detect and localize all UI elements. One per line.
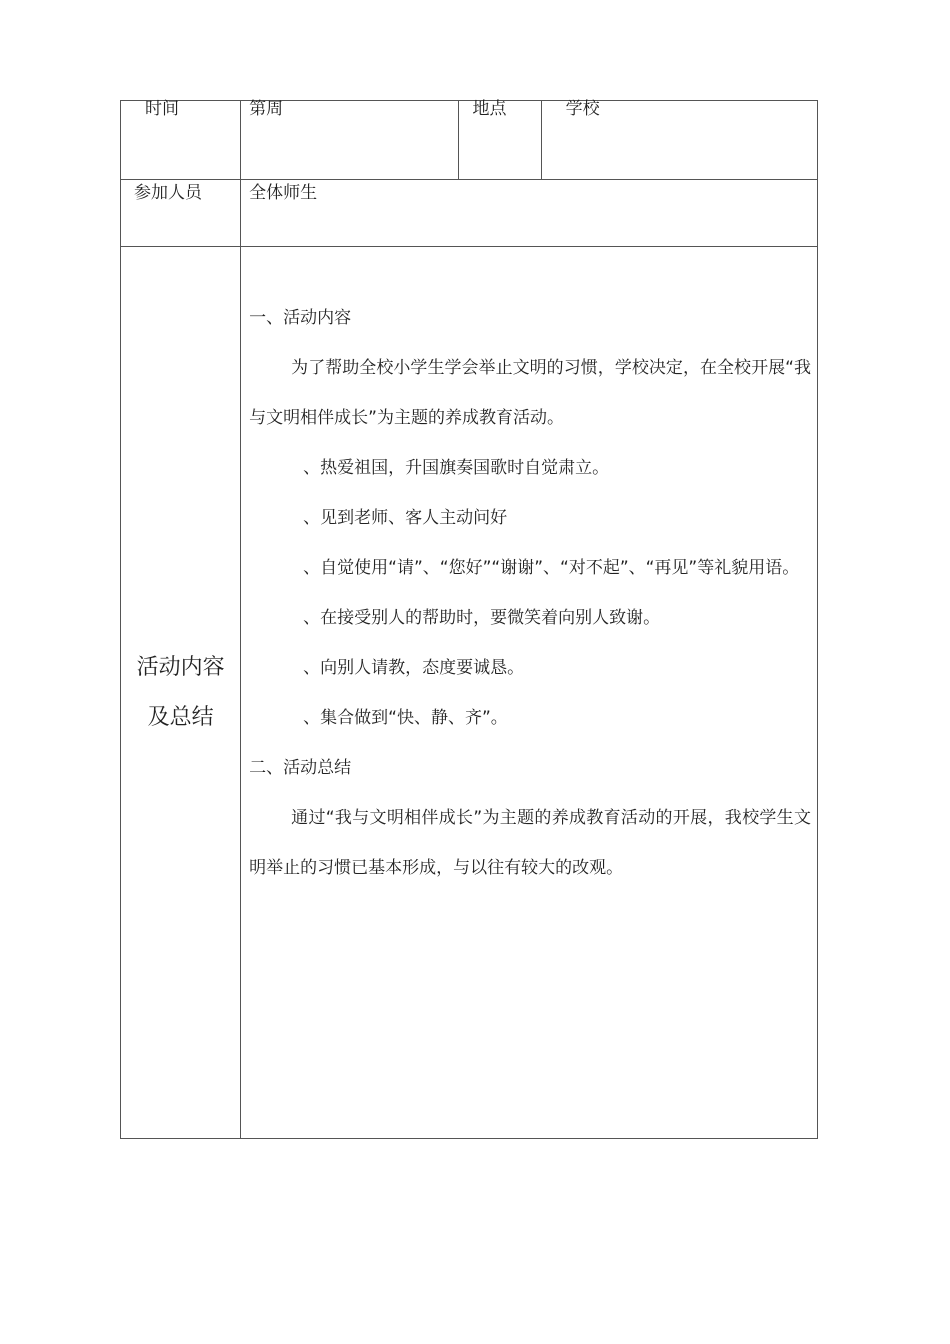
list-item: 、见到老师、客人主动问好 xyxy=(303,508,508,528)
list-item: 、向别人请教，态度要诚恳。 xyxy=(303,658,525,678)
content-summary-label-line2: 及总结 xyxy=(147,704,214,730)
activity-record-table xyxy=(120,100,818,1139)
content-summary-label-line1: 活动内容 xyxy=(136,654,225,680)
time-value: 第周 xyxy=(241,101,459,180)
summary-paragraph: 通过“我与文明相伴成长”为主题的养成教育活动的开展，我校学生文明举止的习惯已基本形成，与以往有较大的改观。 xyxy=(249,808,811,878)
list-item: 、集合做到“快、静、齐”。 xyxy=(303,708,508,728)
content-row xyxy=(121,247,818,1139)
place-label: 地点 xyxy=(459,101,541,180)
heading-activity-content: 一、活动内容 xyxy=(249,308,352,328)
list-item: 、在接受别人的帮助时，要微笑着向别人致谢。 xyxy=(303,608,661,628)
place-value: 学校 xyxy=(541,101,817,180)
participants-value: 全体师生 xyxy=(241,180,818,247)
content-body xyxy=(241,247,818,1139)
list-item: 、自觉使用“请”、“您好”“谢谢”、“对不起”、“再见”等礼貌用语。 xyxy=(303,558,800,578)
intro-paragraph: 为了帮助全校小学生学会举止文明的习惯，学校决定，在全校开展“我与文明相伴成长”为主题的养成教育活动。 xyxy=(249,358,811,428)
participants-label: 参加人员 xyxy=(121,180,241,247)
participants-row xyxy=(121,180,818,247)
content-summary-label xyxy=(121,247,241,1139)
time-label: 时间 xyxy=(121,101,241,180)
list-item: 、热爱祖国，升国旗奏国歌时自觉肃立。 xyxy=(303,458,610,478)
time-place-row xyxy=(121,101,818,180)
heading-activity-summary: 二、活动总结 xyxy=(249,758,352,778)
